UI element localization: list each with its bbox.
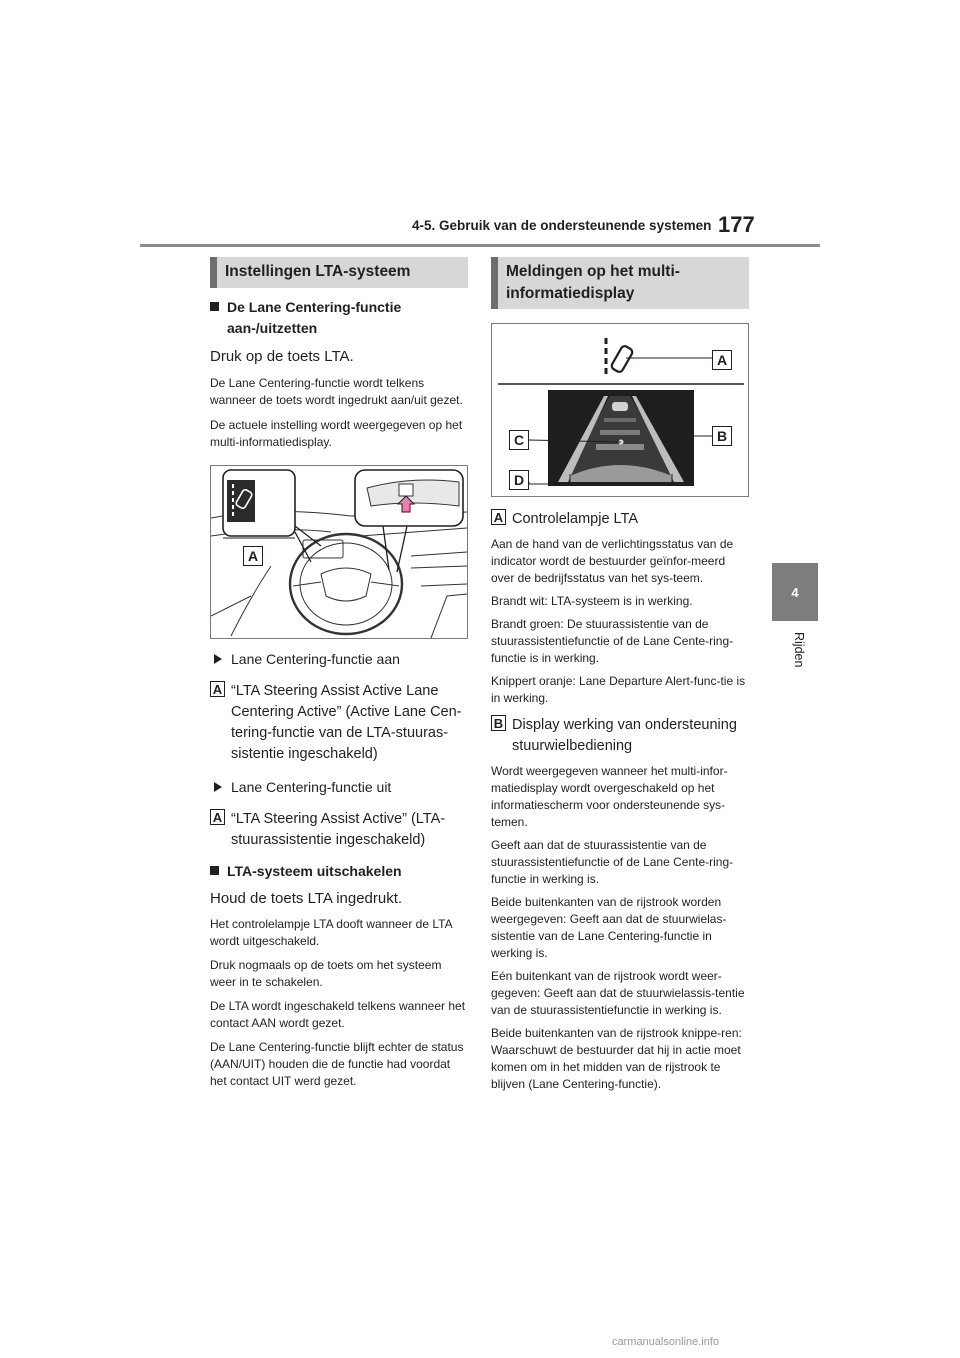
square-bullet-icon <box>210 302 219 311</box>
paragraph: De actuele instelling wordt weergegeven op het multi-informatiedisplay. <box>210 418 463 449</box>
square-bullet-icon <box>210 866 219 875</box>
callout-letter: A <box>491 509 506 525</box>
paragraph: De LTA wordt ingeschakeld telkens wanneer het contact AAN wordt gezet. <box>210 999 466 1030</box>
section-heading-messages: Meldingen op het multi-informatiedisplay <box>491 257 749 309</box>
multi-info-display-illustration <box>492 324 748 496</box>
paragraph: Brandt wit: LTA-systeem is in werking. <box>491 594 693 608</box>
paragraph: Brandt groen: De stuurassistentie van de stuurassistentiefunctie of de Lane Cente-ring-functie is in werking. <box>491 617 734 665</box>
bullet-item: Lane Centering-functie aan <box>210 649 468 669</box>
display-figure <box>491 323 749 497</box>
bullet-item: Lane Centering-functie uit <box>210 777 468 797</box>
left-column <box>210 257 468 1090</box>
triangle-bullet-icon <box>214 654 222 664</box>
steering-wheel-figure <box>210 465 468 639</box>
callout-letter: B <box>491 715 506 731</box>
figure-label-a: A <box>712 350 732 370</box>
figure-label-b: B <box>712 426 732 446</box>
instruction-text: Houd de toets LTA ingedrukt. <box>210 890 403 907</box>
paragraph: Knippert oranje: Lane Departure Alert-func-tie is in werking. <box>491 674 746 705</box>
paragraph: Het controlelampje LTA dooft wanneer de LTA wordt uitgeschakeld. <box>210 917 452 948</box>
chapter-number: 4 <box>791 584 799 600</box>
section-heading-settings: Instellingen LTA-systeem <box>210 257 468 288</box>
subheading-lta-off: LTA-systeem uitschakelen <box>210 861 468 882</box>
right-column <box>491 257 749 1093</box>
instruction-text: Druk op de toets LTA. <box>210 348 354 365</box>
subheading-lane-centering: De Lane Centering-functie aan-/uitzetten <box>210 297 468 339</box>
paragraph: De Lane Centering-functie wordt telkens wanneer de toets wordt ingedrukt aan/uit gezet. <box>210 376 463 407</box>
paragraph: Wordt weergegeven wanneer het multi-infor-matiedisplay wordt overgeschakeld op het informatiescherm voor ondersteunende sys-temen. <box>491 764 728 829</box>
paragraph: Druk nogmaals op de toets om het systeem weer in te schakelen. <box>210 958 442 989</box>
section-title: 4-5. Gebruik van de ondersteunende systemen <box>412 218 712 233</box>
chapter-label: Rijden <box>792 632 806 668</box>
paragraph: Eén buitenkant van de rijstrook wordt weer-gegeven: Geeft aan dat de stuurwielassis-tentie van de stuurassistentiefunctie in werking is. <box>491 969 745 1017</box>
paragraph: Aan de hand van de verlichtingsstatus van de indicator wordt de bestuurder geïnfor-meerd over de bedrijfsstatus van het sys-teem. <box>491 537 734 585</box>
label-item: A “LTA Steering Assist Active Lane Centering Active” (Active Lane Cen-tering-functie van de LTA-stuuras-sistentie ingeschakeld) <box>210 681 468 765</box>
label-item: A “LTA Steering Assist Active” (LTA-stuurassistentie ingeschakeld) <box>210 809 468 851</box>
callout-letter: A <box>210 809 225 825</box>
figure-label-c: C <box>509 430 529 450</box>
callout-letter: A <box>210 681 225 697</box>
paragraph: Beide buitenkanten van de rijstrook knippe-ren: Waarschuwt de bestuurder dat hij in actie moet komen om in het midden van de rijstrook te blijven (Lane Centering-functie). <box>491 1026 742 1091</box>
page-number: 177 <box>718 212 755 237</box>
figure-label-a: A <box>243 546 263 566</box>
figure-label-d: D <box>509 470 529 490</box>
header-rule <box>140 244 820 247</box>
paragraph: Beide buitenkanten van de rijstrook worden weergegeven: Geeft aan dat de stuurwielas-sistentie van de Lane Centering-functie in werking is. <box>491 895 727 960</box>
paragraph: Geeft aan dat de stuurassistentie van de stuurassistentiefunctie of de Lane Cente-ring-functie in werking is. <box>491 838 734 886</box>
label-item-b: B Display werking van ondersteuning stuurwielbediening <box>491 715 749 757</box>
triangle-bullet-icon <box>214 782 222 792</box>
watermark: carmanualsonline.info <box>612 1336 720 1348</box>
paragraph: De Lane Centering-functie blijft echter de status (AAN/UIT) houden die de functie had voordat het contact UIT werd gezet. <box>210 1040 464 1088</box>
label-item-a: A Controlelampje LTA <box>491 509 749 530</box>
chapter-tab <box>772 563 818 621</box>
